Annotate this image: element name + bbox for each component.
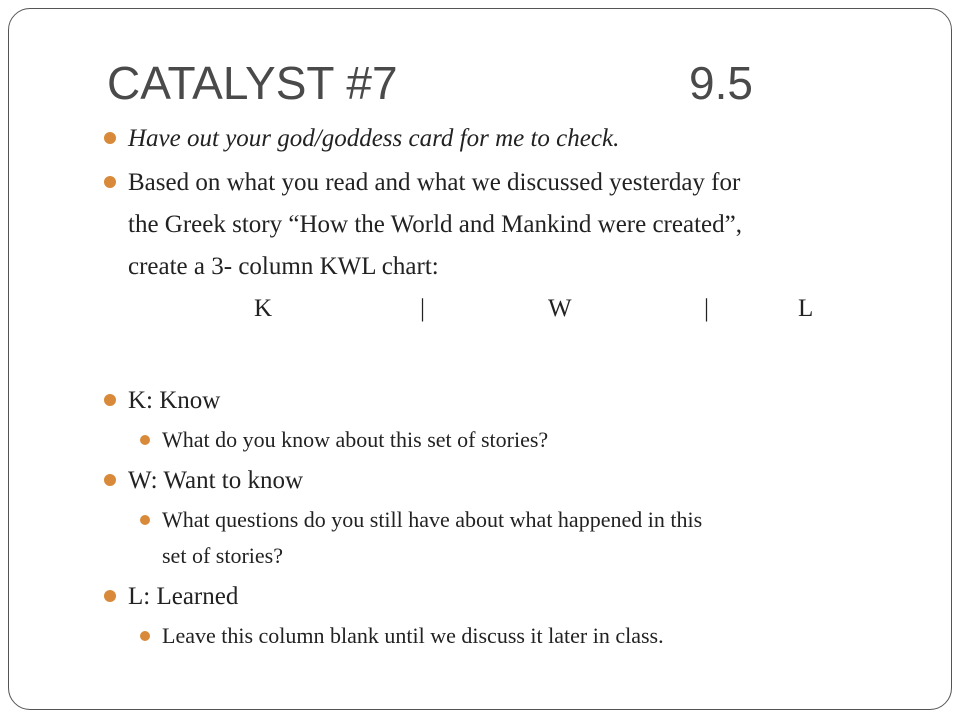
kwl-instructions-line-1: Based on what you read and what we discussed yesterday for	[128, 169, 741, 196]
section-learned-heading: L: Learned	[128, 583, 239, 610]
sub-bullet-dot-icon	[140, 631, 150, 641]
section-learned	[96, 576, 916, 618]
kwl-instructions-line-2: the Greek story “How the World and Mankind were created”,	[128, 211, 742, 238]
section-know-sub	[96, 422, 916, 458]
section-want-sub	[96, 502, 916, 574]
kwl-k-label: K	[254, 295, 273, 322]
section-learned-sub-text: Leave this column blank until we discuss it later in class.	[162, 623, 664, 648]
kwl-w-label: W	[548, 295, 572, 322]
section-know-sub-text: What do you know about this set of stories?	[162, 427, 549, 452]
kwl-separator-2: |	[704, 295, 710, 322]
section-want-heading: W: Want to know	[128, 467, 304, 494]
kwl-column-row	[128, 288, 916, 330]
bullet-dot-icon	[104, 590, 116, 602]
sub-bullet-dot-icon	[140, 515, 150, 525]
slide-content	[96, 118, 916, 654]
section-want	[96, 460, 916, 502]
slide-title	[107, 53, 753, 113]
sub-bullet-dot-icon	[140, 435, 150, 445]
section-learned-sub	[96, 618, 916, 654]
section-want-sub-line-1: What questions do you still have about what happened in this	[162, 507, 703, 532]
bullet-dot-icon	[104, 132, 116, 144]
kwl-separator-1: |	[420, 295, 426, 322]
bullet-kwl-instructions	[96, 162, 916, 330]
section-know-heading: K: Know	[128, 387, 221, 414]
title-catalyst: CATALYST #7	[107, 57, 398, 109]
kwl-instructions-line-3: create a 3- column KWL chart:	[128, 253, 439, 280]
bullet-dot-icon	[104, 394, 116, 406]
bullet-dot-icon	[104, 176, 116, 188]
title-number: 9.5	[689, 57, 753, 109]
bullet-dot-icon	[104, 474, 116, 486]
spacer	[96, 330, 916, 380]
section-know	[96, 380, 916, 422]
section-want-sub-line-2: set of stories?	[162, 543, 283, 568]
kwl-l-label: L	[798, 295, 814, 322]
bullet-card-check-text: Have out your god/goddess card for me to check.	[128, 125, 620, 152]
bullet-card-check	[96, 118, 916, 160]
